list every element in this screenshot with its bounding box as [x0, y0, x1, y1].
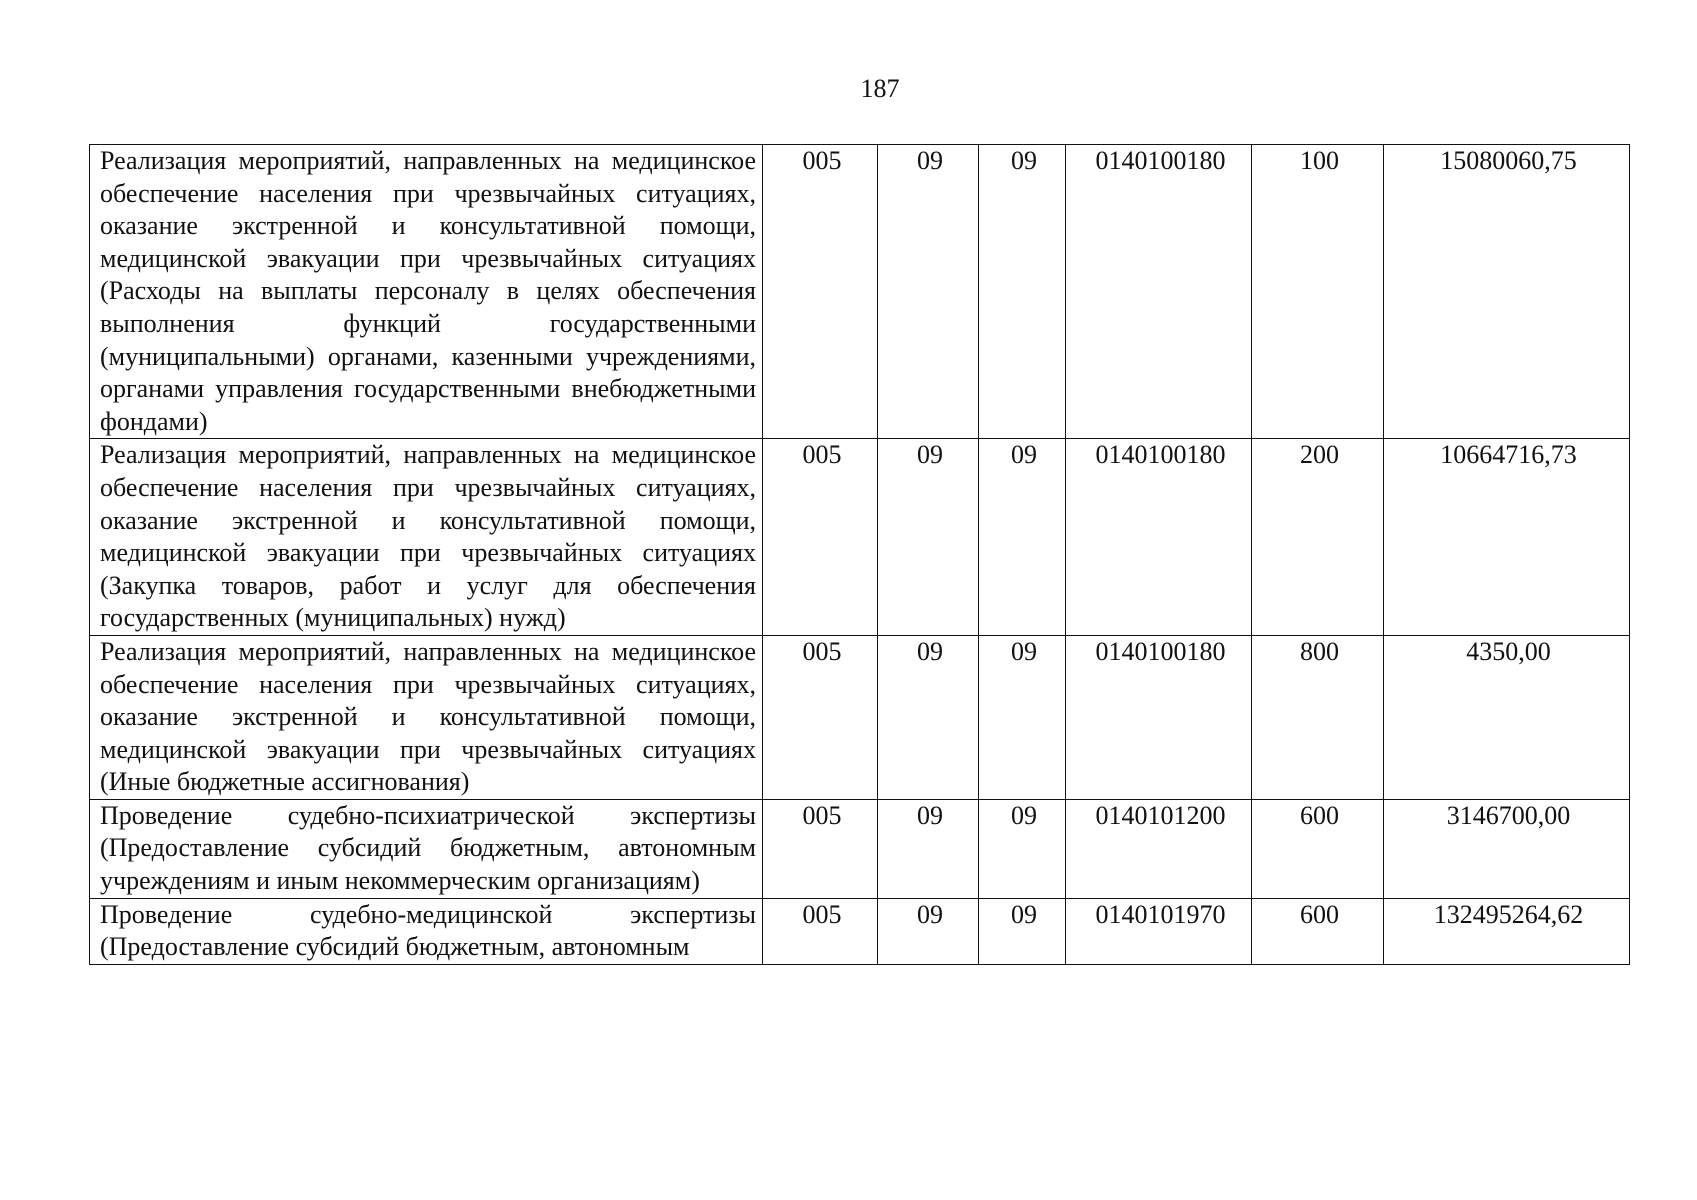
target-article-code: 0140100180	[1066, 439, 1252, 636]
subsection-code: 09	[979, 635, 1066, 799]
ministry-code: 005	[763, 799, 878, 898]
subsection-code: 09	[979, 898, 1066, 964]
table-row	[90, 145, 1630, 439]
expense-description: Реализация мероприятий, направленных на медицинское обеспечение населения при чрезвычайных ситуациях, оказание экстренной и консультативной помощи, медицинской эвакуации при чрезвычайных ситуациях (Закупка товаров, работ и услуг для обеспечения государственных (муниципальных) нужд)	[90, 439, 763, 636]
section-code: 09	[878, 145, 979, 439]
target-article-code: 0140101970	[1066, 898, 1252, 964]
amount: 10664716,73	[1384, 439, 1630, 636]
expense-type-code: 100	[1252, 145, 1384, 439]
subsection-code: 09	[979, 799, 1066, 898]
section-code: 09	[878, 439, 979, 636]
target-article-code: 0140100180	[1066, 145, 1252, 439]
subsection-code: 09	[979, 145, 1066, 439]
page-number: 187	[860, 74, 900, 103]
table-row	[90, 635, 1630, 799]
expense-description: Проведение судебно-психиатрической экспертизы (Предоставление субсидий бюджетным, автономным учреждениям и иным некоммерческим организациям)	[90, 799, 763, 898]
amount: 4350,00	[1384, 635, 1630, 799]
section-code: 09	[878, 635, 979, 799]
ministry-code: 005	[763, 898, 878, 964]
target-article-code: 0140100180	[1066, 635, 1252, 799]
amount: 3146700,00	[1384, 799, 1630, 898]
expense-type-code: 800	[1252, 635, 1384, 799]
ministry-code: 005	[763, 439, 878, 636]
subsection-code: 09	[979, 439, 1066, 636]
section-code: 09	[878, 799, 979, 898]
expense-description: Проведение судебно-медицинской экспертизы (Предоставление субсидий бюджетным, автономным	[100, 899, 756, 962]
ministry-code: 005	[763, 635, 878, 799]
table-row	[90, 799, 1630, 898]
table-row	[90, 898, 1630, 964]
section-code: 09	[878, 898, 979, 964]
amount: 15080060,75	[1384, 145, 1630, 439]
target-article-code: 0140101200	[1066, 799, 1252, 898]
expense-description: Реализация мероприятий, направленных на медицинское обеспечение населения при чрезвычайных ситуациях, оказание экстренной и консультативной помощи, медицинской эвакуации при чрезвычайных ситуациях (Расходы на выплаты персоналу в целях обеспечения выполнения функций государственными (муниципальными) органами, казенными учреждениями, органами управления государственными внебюджетными фондами)	[90, 145, 763, 439]
expense-description: Реализация мероприятий, направленных на медицинское обеспечение населения при чрезвычайных ситуациях, оказание экстренной и консультативной помощи, медицинской эвакуации при чрезвычайных ситуациях (Иные бюджетные ассигнования)	[90, 635, 763, 799]
expense-description-cell	[90, 898, 763, 964]
budget-table	[89, 144, 1630, 965]
expense-type-code: 600	[1252, 799, 1384, 898]
ministry-code: 005	[763, 145, 878, 439]
expense-type-code: 200	[1252, 439, 1384, 636]
table-row	[90, 439, 1630, 636]
expense-type-code: 600	[1252, 898, 1384, 964]
amount: 132495264,62	[1384, 898, 1630, 964]
